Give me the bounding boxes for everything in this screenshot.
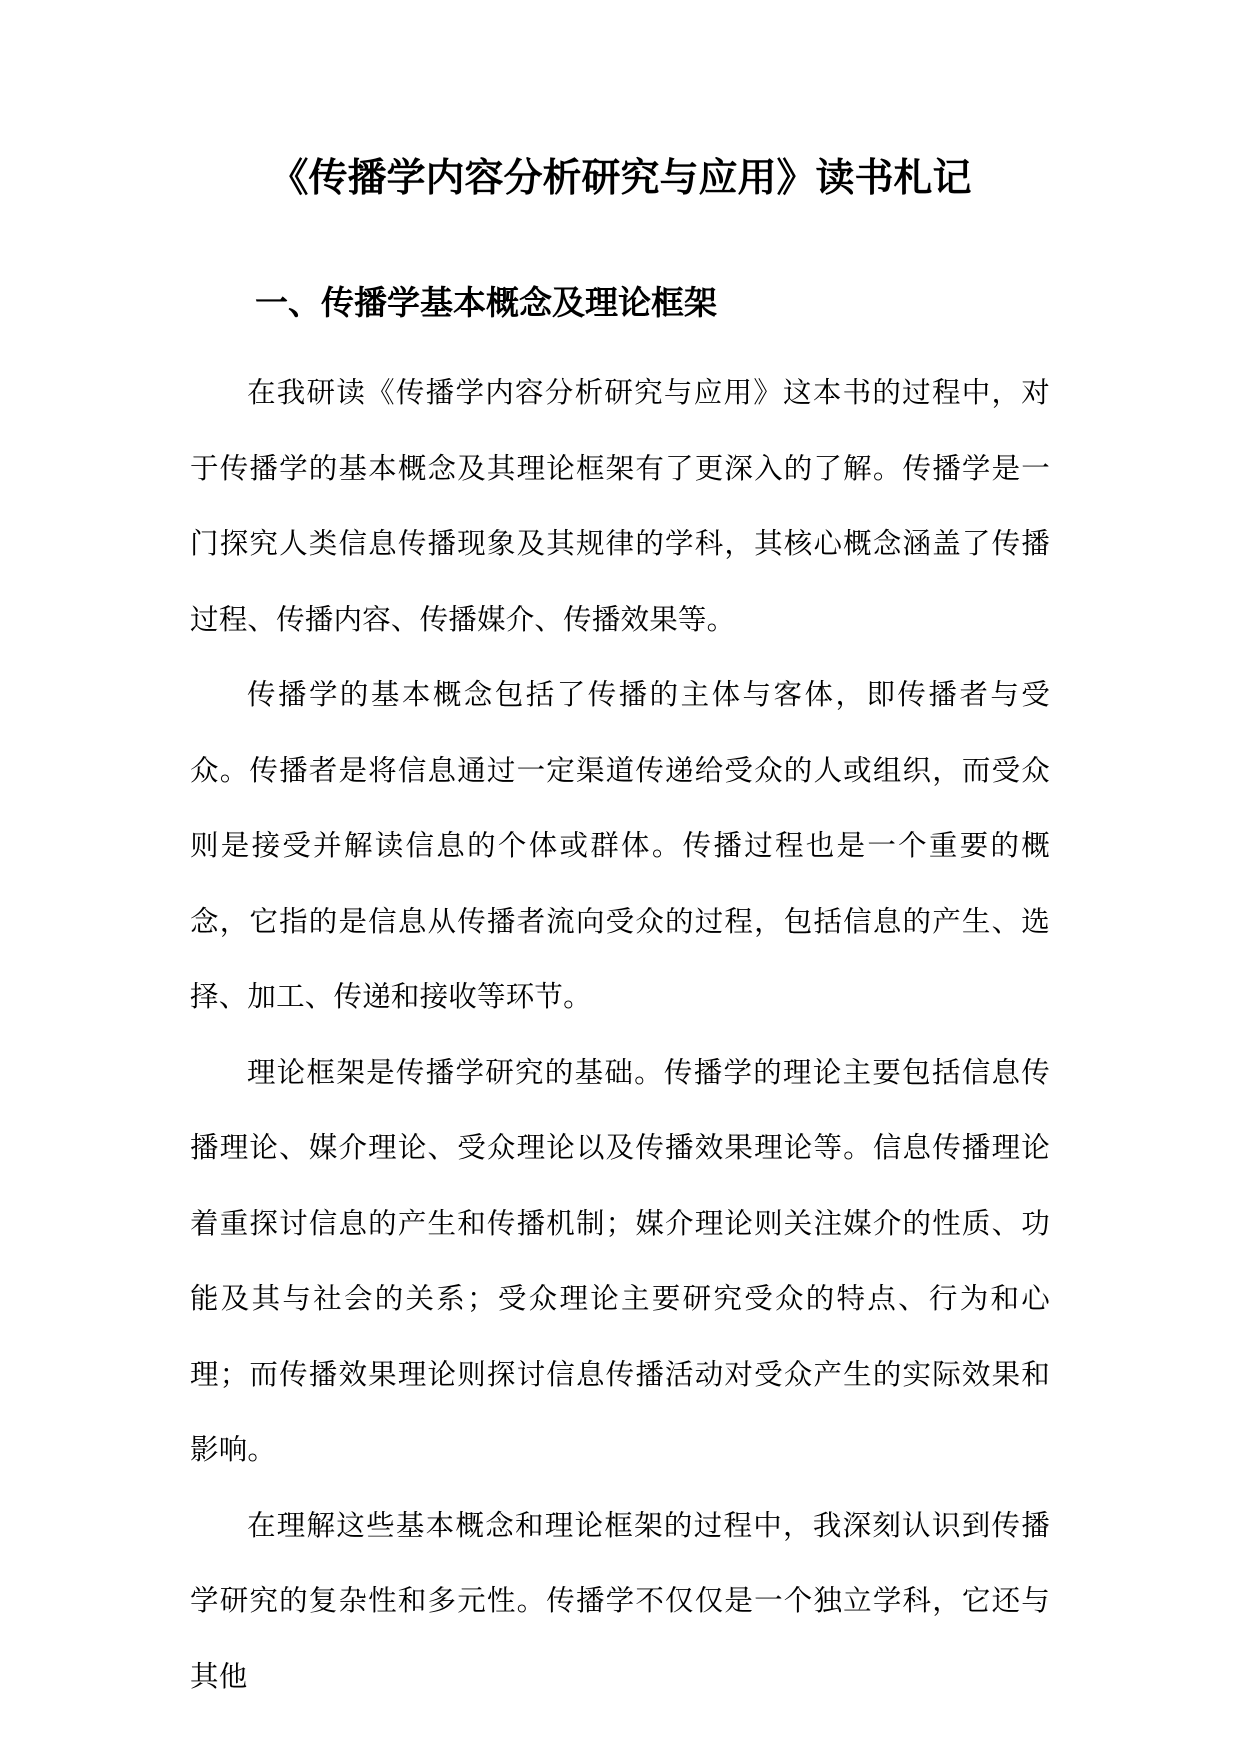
paragraph: 在我研读《传播学内容分析研究与应用》这本书的过程中，对于传播学的基本概念及其理论框架有了更深入的了解。传播学是一门探究人类信息传播现象及其规律的学科，其核心概念涵盖了传播过程、传播内容、传播媒介、传播效果等。 bbox=[190, 376, 1050, 636]
paragraph: 理论框架是传播学研究的基础。传播学的理论主要包括信息传播理论、媒介理论、受众理论以及传播效果理论等。信息传播理论着重探讨信息的产生和传播机制；媒介理论则关注媒介的性质、功能及其与社会的关系；受众理论主要研究受众的特点、行为和心理；而传播效果理论则探讨信息传播活动对受众产生的实际效果和影响。 bbox=[190, 1055, 1050, 1466]
paragraph: 在理解这些基本概念和理论框架的过程中，我深刻认识到传播学研究的复杂性和多元性。传播学不仅仅是一个独立学科，它还与其他 bbox=[190, 1508, 1050, 1693]
section-heading: 一、传播学基本概念及理论框架 bbox=[255, 283, 717, 322]
document-body bbox=[190, 355, 1050, 1714]
document-title: 《传播学内容分析研究与应用》读书札记 bbox=[269, 155, 972, 201]
paragraph: 传播学的基本概念包括了传播的主体与客体，即传播者与受众。传播者是将信息通过一定渠道传递给受众的人或组织，而受众则是接受并解读信息的个体或群体。传播过程也是一个重要的概念，它指的是信息从传播者流向受众的过程，包括信息的产生、选择、加工、传递和接收等环节。 bbox=[190, 678, 1050, 1013]
